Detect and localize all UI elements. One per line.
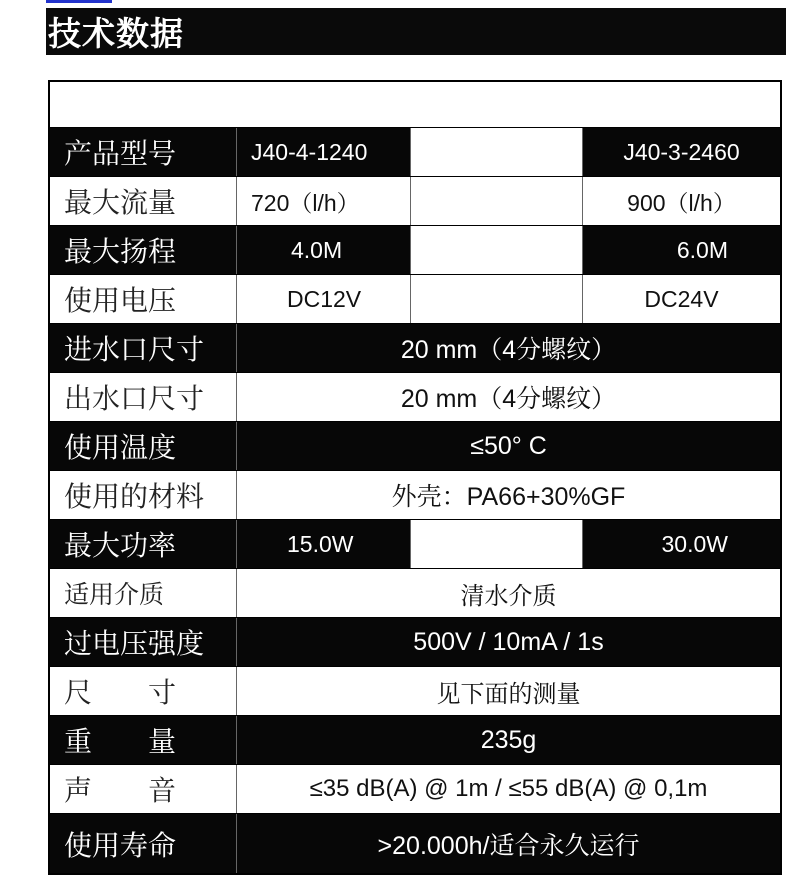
spec-row-material: [50, 470, 780, 519]
row-label: 声 音: [50, 765, 237, 813]
section-title: 技术数据: [48, 14, 184, 53]
spec-row-lifetime: [50, 813, 780, 873]
row-label: 使用温度: [50, 422, 237, 470]
spec-row-max-power: [50, 519, 780, 568]
middle-cell: [411, 128, 583, 176]
head-b-value: 6.0M: [676, 236, 728, 263]
spec-row-noise: [50, 764, 780, 813]
table-blank-row: [50, 82, 780, 127]
noise-value: ≤35 dB(A) @ 1m / ≤55 dB(A) @ 0,1m: [309, 775, 708, 802]
spec-row-temperature: [50, 421, 780, 470]
row-label: 尺 寸: [50, 667, 237, 715]
row-label: 最大扬程: [50, 226, 237, 274]
flow-a-value: 720（l/h）: [237, 177, 411, 225]
middle-cell: [411, 226, 583, 274]
spec-row-outlet-size: [50, 372, 780, 421]
model-a-value: J40-4-1240: [237, 128, 411, 176]
spec-row-inlet-size: [50, 323, 780, 372]
flow-b-value: 900（l/h）: [627, 189, 736, 216]
spec-row-model: [50, 127, 780, 176]
power-b-value: 30.0W: [661, 530, 728, 557]
voltage-b-value: DC24V: [644, 285, 719, 312]
row-label: 使用寿命: [50, 814, 237, 873]
head-a-value: 4.0M: [237, 226, 411, 274]
spec-row-max-head: [50, 225, 780, 274]
model-b-value: J40-3-2460: [623, 138, 740, 165]
row-label: 使用电压: [50, 275, 237, 323]
medium-value: 清水介质: [460, 581, 557, 610]
power-a-value: 15.0W: [237, 520, 411, 568]
row-label: 产品型号: [50, 128, 237, 176]
spec-row-dimensions: [50, 666, 780, 715]
row-label: 进水口尺寸: [50, 324, 237, 372]
spec-table: [48, 80, 782, 875]
spec-row-voltage: [50, 274, 780, 323]
voltage-a-value: DC12V: [237, 275, 411, 323]
row-label: 出水口尺寸: [50, 373, 237, 421]
middle-cell: [411, 275, 583, 323]
material-value: 外壳：PA66+30%GF: [391, 483, 626, 511]
dimensions-value: 见下面的测量: [436, 679, 581, 708]
row-label: 最大流量: [50, 177, 237, 225]
row-label: 适用介质: [50, 569, 237, 617]
lifetime-value: >20.000h/适合永久运行: [377, 831, 640, 860]
spec-row-weight: [50, 715, 780, 764]
middle-cell: [411, 177, 583, 225]
inlet-size-value: 20 mm（4分螺纹）: [400, 336, 617, 364]
row-label: 过电压强度: [50, 618, 237, 666]
row-label: 使用的材料: [50, 471, 237, 519]
weight-value: 235g: [480, 725, 537, 754]
outlet-size-value: 20 mm（4分螺纹）: [400, 385, 617, 413]
spec-row-medium: [50, 568, 780, 617]
overvoltage-value: 500V / 10mA / 1s: [413, 627, 604, 656]
middle-cell: [411, 520, 583, 568]
row-label: 重 量: [50, 716, 237, 764]
top-link-underline[interactable]: [46, 0, 112, 3]
spec-row-overvoltage: [50, 617, 780, 666]
row-label: 最大功率: [50, 520, 237, 568]
temperature-value: ≤50° C: [470, 431, 547, 460]
section-header: [46, 8, 786, 55]
spec-row-max-flow: [50, 176, 780, 225]
